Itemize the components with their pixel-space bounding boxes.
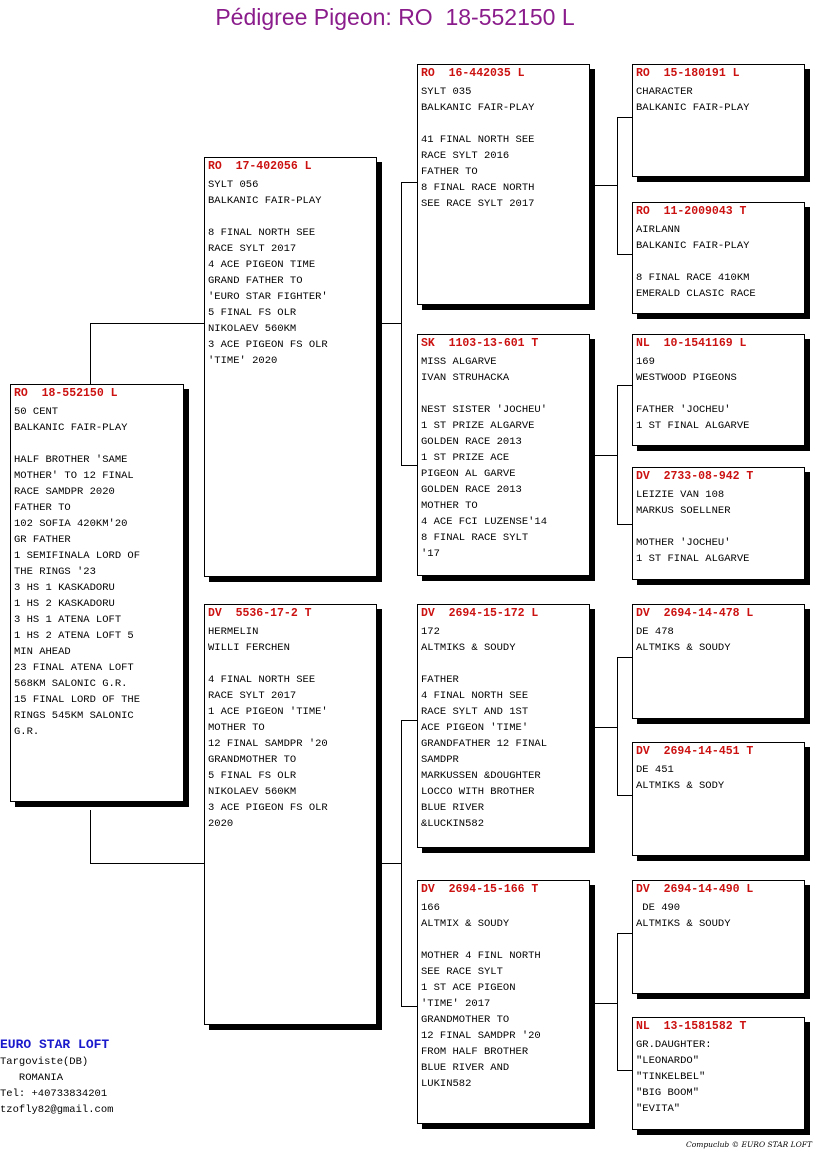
info-line: GRANDMOTHER TO bbox=[208, 754, 297, 766]
info-line: BALKANIC FAIR-PLAY bbox=[636, 102, 750, 114]
info-line: 2020 bbox=[208, 818, 234, 830]
info-line: SYLT 035 bbox=[421, 86, 472, 98]
pigeon-info bbox=[421, 900, 586, 1092]
info-line: MOTHER TO bbox=[208, 722, 265, 734]
pigeon-info bbox=[636, 222, 801, 302]
pigeon-info bbox=[208, 177, 373, 369]
info-line: IVAN STRUHACKA bbox=[421, 372, 510, 384]
ring-number: NL 10-1541169 L bbox=[636, 337, 747, 350]
owner-name: EURO STAR LOFT bbox=[0, 1037, 110, 1052]
ring-number: RO 18-552150 L bbox=[14, 387, 118, 400]
info-line: GR FATHER bbox=[14, 534, 71, 546]
pigeon-info bbox=[636, 354, 801, 434]
info-line: MARKUSSEN &DOUGHTER bbox=[421, 770, 541, 782]
info-line: 4 FINAL NORTH SEE bbox=[208, 674, 316, 686]
info-line: 15 FINAL LORD OF THE bbox=[14, 694, 141, 706]
info-line: GRAND FATHER TO bbox=[208, 275, 303, 287]
info-line: SAMDPR bbox=[421, 754, 459, 766]
info-line: 1 ST FINAL ALGARVE bbox=[636, 420, 750, 432]
info-line: 1 SEMIFINALA LORD OF bbox=[14, 550, 141, 562]
info-line: 1 ST FINAL ALGARVE bbox=[636, 553, 750, 565]
owner-contact bbox=[0, 1036, 113, 1118]
info-line: EMERALD CLASIC RACE bbox=[636, 288, 756, 300]
info-line: "EVITA" bbox=[636, 1103, 681, 1115]
info-line: HERMELIN bbox=[208, 626, 259, 638]
info-line: ALTMIX & SOUDY bbox=[421, 918, 510, 930]
info-line bbox=[14, 436, 180, 452]
info-line: 1 ST PRIZE ALGARVE bbox=[421, 420, 535, 432]
info-line: FATHER bbox=[421, 674, 459, 686]
info-line: 23 FINAL ATENA LOFT bbox=[14, 662, 134, 674]
owner-phone: Tel: +40733834201 bbox=[0, 1088, 108, 1100]
ring-number: DV 2694-14-478 L bbox=[636, 607, 754, 620]
info-line: 3 ACE PIGEON FS OLR bbox=[208, 339, 328, 351]
info-line: 'TIME' 2020 bbox=[208, 355, 278, 367]
info-line: FATHER TO bbox=[421, 166, 478, 178]
info-line: 8 FINAL RACE NORTH bbox=[421, 182, 535, 194]
info-line: NIKOLAEV 560KM bbox=[208, 786, 297, 798]
info-line: 'EURO STAR FIGHTER' bbox=[208, 291, 328, 303]
info-line: 1 ST ACE PIGEON bbox=[421, 982, 516, 994]
info-line: 5 FINAL FS OLR bbox=[208, 307, 297, 319]
ring-number: SK 1103-13-601 T bbox=[421, 337, 539, 350]
info-line: SEE RACE SYLT bbox=[421, 966, 503, 978]
info-line: 4 ACE FCI LUZENSE'14 bbox=[421, 516, 548, 528]
info-line: FATHER TO bbox=[14, 502, 71, 514]
info-line: "LEONARDO" bbox=[636, 1055, 700, 1067]
info-line: GRANDFATHER 12 FINAL bbox=[421, 738, 548, 750]
owner-address-line: ROMANIA bbox=[0, 1072, 64, 1084]
info-line: 4 FINAL NORTH SEE bbox=[421, 690, 529, 702]
pigeon-info bbox=[421, 84, 586, 212]
info-line bbox=[421, 932, 586, 948]
info-line: RINGS 545KM SALONIC bbox=[14, 710, 134, 722]
pigeon-card-sire bbox=[204, 157, 377, 577]
pigeon-card-ggp-3 bbox=[632, 334, 805, 446]
pigeon-info bbox=[208, 624, 373, 832]
info-line: 166 bbox=[421, 902, 440, 914]
info-line: 12 FINAL SAMDPR '20 bbox=[208, 738, 328, 750]
info-line: 8 FINAL RACE 410KM bbox=[636, 272, 750, 284]
owner-address-line: Targoviste(DB) bbox=[0, 1056, 89, 1068]
info-line: 8 FINAL NORTH SEE bbox=[208, 227, 316, 239]
info-line: RACE SYLT AND 1ST bbox=[421, 706, 529, 718]
info-line bbox=[421, 656, 586, 672]
info-line bbox=[421, 116, 586, 132]
info-line: BALKANIC FAIR-PLAY bbox=[421, 102, 535, 114]
info-line: 5 FINAL FS OLR bbox=[208, 770, 297, 782]
ring-number: DV 2733-08-942 T bbox=[636, 470, 754, 483]
info-line: 41 FINAL NORTH SEE bbox=[421, 134, 535, 146]
info-line: DE 478 bbox=[636, 626, 674, 638]
pigeon-card-ggp-5 bbox=[632, 604, 805, 719]
info-line: NEST SISTER 'JOCHEU' bbox=[421, 404, 548, 416]
info-line: 50 CENT bbox=[14, 406, 59, 418]
info-line: 3 HS 1 ATENA LOFT bbox=[14, 614, 122, 626]
info-line: WESTWOOD PIGEONS bbox=[636, 372, 737, 384]
info-line bbox=[636, 386, 801, 402]
pigeon-card-ggp-8 bbox=[632, 1017, 805, 1130]
info-line: DE 490 bbox=[636, 902, 681, 914]
info-line: 172 bbox=[421, 626, 440, 638]
info-line: DE 451 bbox=[636, 764, 674, 776]
info-line: AIRLANN bbox=[636, 224, 681, 236]
info-line: HALF BROTHER 'SAME bbox=[14, 454, 128, 466]
info-line: 4 ACE PIGEON TIME bbox=[208, 259, 316, 271]
info-line: &LUCKIN582 bbox=[421, 818, 485, 830]
info-line: RACE SAMDPR 2020 bbox=[14, 486, 115, 498]
info-line: MOTHER 'JOCHEU' bbox=[636, 537, 731, 549]
ring-number: DV 5536-17-2 T bbox=[208, 607, 312, 620]
info-line: MOTHER TO bbox=[421, 500, 478, 512]
pigeon-info bbox=[421, 624, 586, 832]
pigeon-card-subject bbox=[10, 384, 184, 802]
info-line bbox=[636, 254, 801, 270]
pigeon-card-dam-dam bbox=[417, 880, 590, 1124]
info-line bbox=[636, 519, 801, 535]
info-line: 102 SOFIA 420KM'20 bbox=[14, 518, 128, 530]
info-line: BALKANIC FAIR-PLAY bbox=[14, 422, 128, 434]
info-line: LEIZIE VAN 108 bbox=[636, 489, 725, 501]
ring-number: NL 13-1581582 T bbox=[636, 1020, 747, 1033]
info-line: 1 ACE PIGEON 'TIME' bbox=[208, 706, 328, 718]
info-line: ALTMIKS & SOUDY bbox=[636, 642, 731, 654]
info-line: 169 bbox=[636, 356, 655, 368]
info-line: BLUE RIVER AND bbox=[421, 1062, 510, 1074]
info-line: SYLT 056 bbox=[208, 179, 259, 191]
footer-credit: Compuclub © EURO STAR LOFT bbox=[686, 1140, 812, 1149]
info-line: '17 bbox=[421, 548, 440, 560]
info-line: WILLI FERCHEN bbox=[208, 642, 290, 654]
pigeon-info bbox=[636, 762, 801, 794]
info-line: "BIG BOOM" bbox=[636, 1087, 700, 1099]
info-line: 12 FINAL SAMDPR '20 bbox=[421, 1030, 541, 1042]
pigeon-info bbox=[14, 404, 180, 740]
info-line: LUKIN582 bbox=[421, 1078, 472, 1090]
info-line: MOTHER' TO 12 FINAL bbox=[14, 470, 134, 482]
info-line: MOTHER 4 FINL NORTH bbox=[421, 950, 541, 962]
pigeon-info bbox=[636, 1037, 801, 1117]
info-line bbox=[208, 656, 373, 672]
ring-number: DV 2694-14-490 L bbox=[636, 883, 754, 896]
pigeon-card-sire-dam bbox=[417, 334, 590, 576]
info-line: BALKANIC FAIR-PLAY bbox=[636, 240, 750, 252]
pigeon-card-dam bbox=[204, 604, 377, 1025]
info-line: 568KM SALONIC G.R. bbox=[14, 678, 128, 690]
info-line: LOCCO WITH BROTHER bbox=[421, 786, 535, 798]
page-title: Pédigree Pigeon: RO 18-552150 L bbox=[215, 4, 575, 30]
info-line: RACE SYLT 2017 bbox=[208, 690, 297, 702]
info-line: RACE SYLT 2017 bbox=[208, 243, 297, 255]
info-line: FATHER 'JOCHEU' bbox=[636, 404, 731, 416]
info-line: ALTMIKS & SOUDY bbox=[636, 918, 731, 930]
info-line: BALKANIC FAIR-PLAY bbox=[208, 195, 322, 207]
info-line: MARKUS SOELLNER bbox=[636, 505, 731, 517]
info-line: 3 HS 1 KASKADORU bbox=[14, 582, 115, 594]
pigeon-info bbox=[636, 624, 801, 656]
pigeon-card-ggp-6 bbox=[632, 742, 805, 856]
info-line: "TINKELBEL" bbox=[636, 1071, 706, 1083]
info-line: SEE RACE SYLT 2017 bbox=[421, 198, 535, 210]
info-line bbox=[208, 209, 373, 225]
pigeon-info bbox=[636, 487, 801, 567]
info-line: 1 HS 2 KASKADORU bbox=[14, 598, 115, 610]
info-line: MIN AHEAD bbox=[14, 646, 71, 658]
ring-number: RO 11-2009043 T bbox=[636, 205, 747, 218]
info-line: GR.DAUGHTER: bbox=[636, 1039, 712, 1051]
pigeon-card-dam-sire bbox=[417, 604, 590, 848]
info-line: GOLDEN RACE 2013 bbox=[421, 484, 522, 496]
info-line: G.R. bbox=[14, 726, 40, 738]
pigeon-card-ggp-4 bbox=[632, 467, 805, 580]
ring-number: DV 2694-15-172 L bbox=[421, 607, 539, 620]
info-line: ALTMIKS & SODY bbox=[636, 780, 725, 792]
info-line: ACE PIGEON 'TIME' bbox=[421, 722, 529, 734]
info-line: FROM HALF BROTHER bbox=[421, 1046, 529, 1058]
pigeon-card-ggp-1 bbox=[632, 64, 805, 177]
info-line: THE RINGS '23 bbox=[14, 566, 96, 578]
ring-number: DV 2694-14-451 T bbox=[636, 745, 754, 758]
info-line: MISS ALGARVE bbox=[421, 356, 497, 368]
info-line: 1 ST PRIZE ACE bbox=[421, 452, 510, 464]
ring-number: DV 2694-15-166 T bbox=[421, 883, 539, 896]
info-line: BLUE RIVER bbox=[421, 802, 485, 814]
pigeon-card-ggp-2 bbox=[632, 202, 805, 314]
info-line: GRANDMOTHER TO bbox=[421, 1014, 510, 1026]
info-line: RACE SYLT 2016 bbox=[421, 150, 510, 162]
pigeon-card-sire-sire bbox=[417, 64, 590, 305]
info-line: ALTMIKS & SOUDY bbox=[421, 642, 516, 654]
pigeon-info bbox=[421, 354, 586, 562]
ring-number: RO 15-180191 L bbox=[636, 67, 740, 80]
info-line: PIGEON AL GARVE bbox=[421, 468, 516, 480]
owner-email[interactable]: tzofly82@gmail.com bbox=[0, 1104, 114, 1116]
info-line bbox=[421, 386, 586, 402]
ring-number: RO 16-442035 L bbox=[421, 67, 525, 80]
info-line: 8 FINAL RACE SYLT bbox=[421, 532, 529, 544]
pigeon-info bbox=[636, 84, 801, 116]
info-line: NIKOLAEV 560KM bbox=[208, 323, 297, 335]
info-line: 'TIME' 2017 bbox=[421, 998, 491, 1010]
pigeon-card-ggp-7 bbox=[632, 880, 805, 994]
info-line: CHARACTER bbox=[636, 86, 693, 98]
info-line: 3 ACE PIGEON FS OLR bbox=[208, 802, 328, 814]
info-line: GOLDEN RACE 2013 bbox=[421, 436, 522, 448]
info-line: 1 HS 2 ATENA LOFT 5 bbox=[14, 630, 134, 642]
ring-number: RO 17-402056 L bbox=[208, 160, 312, 173]
pigeon-info bbox=[636, 900, 801, 932]
